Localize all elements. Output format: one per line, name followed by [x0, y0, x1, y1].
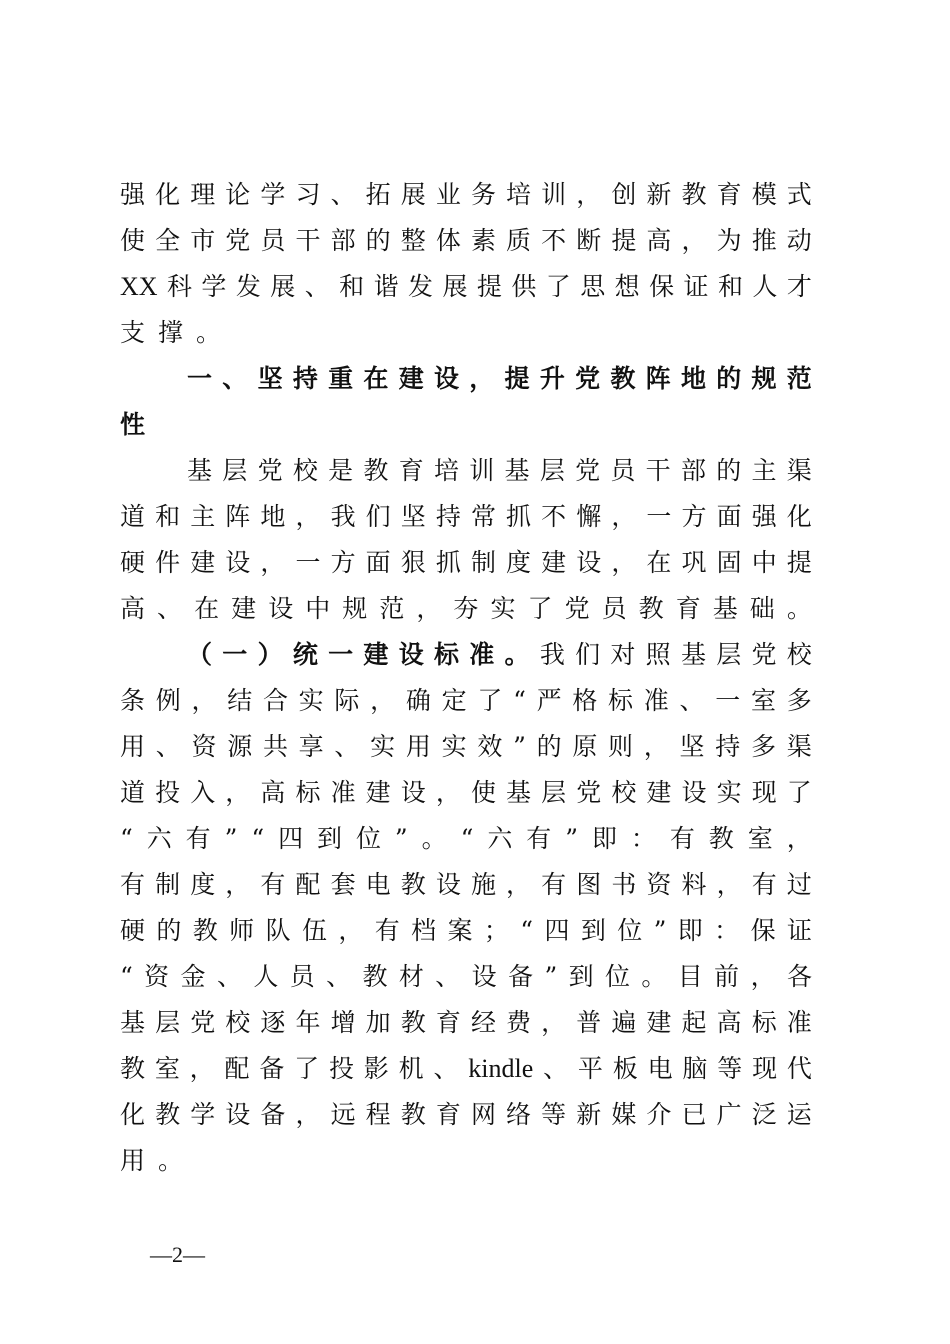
paragraph-line: 用 、 资 源 共 享 、 实 用 实 效 ” 的 原 则 ， 坚 持 多 渠	[120, 732, 812, 761]
page-number: —2—	[150, 1242, 205, 1267]
paragraph-line: 有 制 度 ， 有 配 套 电 教 设 施 ， 有 图 书 资 料 ， 有 过	[120, 870, 812, 899]
paragraph-line: （ 一 ） 统 一 建 设 标 准 。 我 们 对 照 基 层 党 校	[187, 640, 812, 669]
paragraph-line: “ 六 有 ” “ 四 到 位 ” 。 “ 六 有 ” 即 ： 有 教 室 ，	[120, 824, 812, 853]
paragraph-line: 用 。	[120, 1146, 184, 1175]
section-heading-line: 性	[120, 410, 146, 439]
paragraph-line: 道 投 入 ， 高 标 准 建 设 ， 使 基 层 党 校 建 设 实 现 了	[120, 778, 812, 807]
document-body	[120, 172, 812, 1184]
paragraph-line: 基 层 党 校 是 教 育 培 训 基 层 党 员 干 部 的 主 渠	[187, 456, 812, 485]
paragraph-line: 硬 的 教 师 队 伍 ， 有 档 案 ； “ 四 到 位 ” 即 ： 保 证	[120, 916, 812, 945]
paragraph-line: 化 教 学 设 备 ， 远 程 教 育 网 络 等 新 媒 介 已 广 泛 运	[120, 1100, 812, 1129]
paragraph-line: 条 例 ， 结 合 实 际 ， 确 定 了 “ 严 格 标 准 、 一 室 多	[120, 686, 812, 715]
paragraph-line: 高 、 在 建 设 中 规 范 ， 夯 实 了 党 员 教 育 基 础 。	[120, 594, 812, 623]
section-heading-line: 一 、 坚 持 重 在 建 设 ， 提 升 党 教 阵 地 的 规 范	[187, 364, 812, 393]
paragraph-line: 使 全 市 党 员 干 部 的 整 体 素 质 不 断 提 高 ， 为 推 动	[120, 226, 812, 255]
paragraph-line: 强 化 理 论 学 习 、 拓 展 业 务 培 训 ， 创 新 教 育 模 式	[120, 180, 812, 209]
paragraph-line: 教 室 ， 配 备 了 投 影 机 、 kindle 、 平 板 电 脑 等 现 代	[120, 1054, 812, 1083]
paragraph-line: 硬 件 建 设 ， 一 方 面 狠 抓 制 度 建 设 ， 在 巩 固 中 提	[120, 548, 812, 577]
paragraph-line: 道 和 主 阵 地 ， 我 们 坚 持 常 抓 不 懈 ， 一 方 面 强 化	[120, 502, 812, 531]
paragraph-line: XX 科 学 发 展 、 和 谐 发 展 提 供 了 思 想 保 证 和 人 才	[120, 272, 812, 301]
paragraph-line: 基 层 党 校 逐 年 增 加 教 育 经 费 ， 普 遍 建 起 高 标 准	[120, 1008, 812, 1037]
paragraph-line: 支 撑 。	[120, 318, 222, 347]
paragraph-line: “ 资 金 、 人 员 、 教 材 、 设 备 ” 到 位 。 目 前 ， 各	[120, 962, 812, 991]
